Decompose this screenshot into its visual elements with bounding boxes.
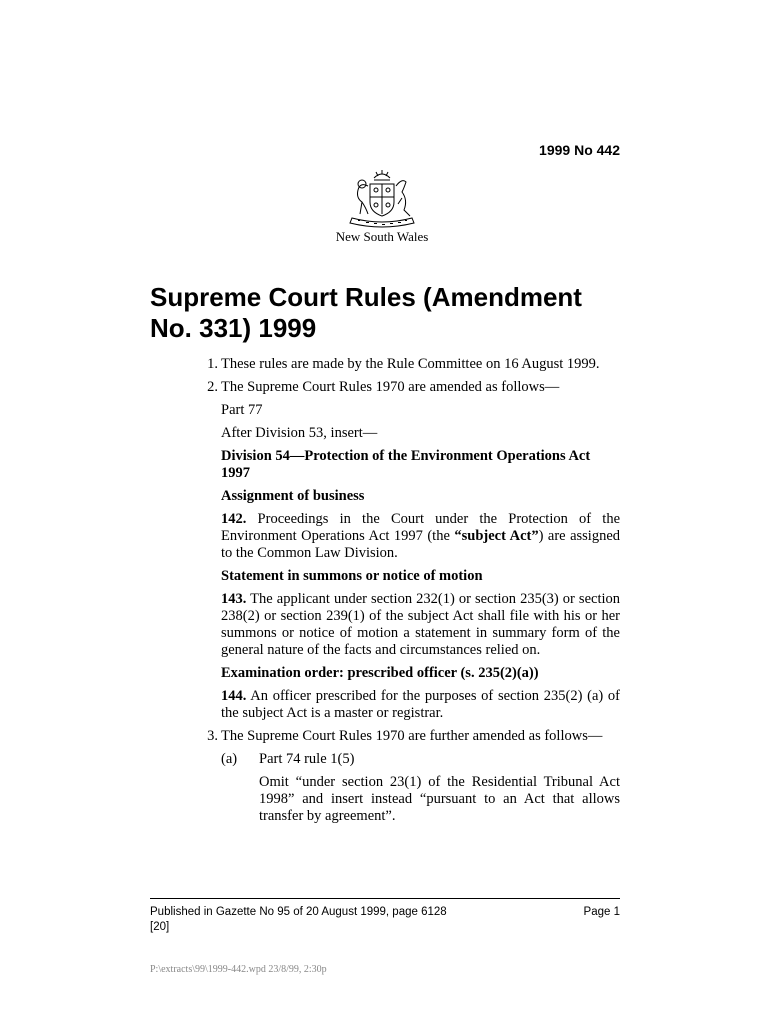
gazette-reference: Published in Gazette No 95 of 20 August 1999, page 6128: [150, 906, 447, 918]
nsw-coat-of-arms-icon: [340, 168, 424, 230]
list-item-1: [200, 356, 620, 373]
title-line-1: Supreme Court Rules (Amendment: [150, 282, 582, 312]
list-item-2: [200, 379, 620, 722]
rule-142-number: 142.: [221, 511, 247, 527]
sub-item-text: Omit “under section 23(1) of the Residential Tribunal Act 1998” and insert instead “pursuant to an Act that allows transfer by agreement”.: [259, 774, 620, 824]
rule-144-text: 144. An officer prescribed for the purposes of section 235(2) (a) of the subject Act is a master or registrar.: [221, 688, 620, 721]
sub-item-a: [221, 751, 620, 825]
page-number: Page 1: [583, 906, 620, 918]
file-path-stamp: P:\extracts\99\1999-442.wpd 23/8/99, 2:30p: [150, 964, 327, 975]
item-number: 2.: [207, 379, 218, 395]
part-label: Part 77: [221, 402, 263, 418]
item-text: The Supreme Court Rules 1970 are amended as follows—: [221, 379, 560, 395]
item-text: The Supreme Court Rules 1970 are further amended as follows—: [221, 728, 603, 744]
rule-142-heading: Assignment of business: [221, 488, 365, 504]
item-number: 1.: [207, 356, 218, 372]
rule-142-text: 142. Proceedings in the Court under the Protection of the Environment Operations Act 1997 (the “subject Act”) are assigned to the Common Law Division.: [221, 511, 620, 561]
item-text: These rules are made by the Rule Committee on 16 August 1999.: [221, 356, 600, 372]
rules-body: [200, 356, 620, 831]
footer-publication: [150, 905, 447, 935]
footer-ref-number: [20]: [150, 921, 170, 933]
insert-instruction: After Division 53, insert—: [221, 425, 378, 441]
title-line-2: No. 331) 1999: [150, 313, 317, 343]
list-item-3: [200, 728, 620, 825]
rule-143-number: 143.: [221, 591, 247, 607]
rule-143-heading: Statement in summons or notice of motion: [221, 568, 483, 584]
item-number: 3.: [207, 728, 218, 744]
sub-item-heading: Part 74 rule 1(5): [259, 751, 355, 767]
rule-144-number: 144.: [221, 688, 247, 704]
division-heading: Division 54—Protection of the Environment Operations Act 1997: [221, 448, 591, 481]
sub-item-label: (a): [221, 751, 238, 767]
rule-143-text: 143. The applicant under section 232(1) or section 235(3) or section 238(2) or section 239(1) of the subject Act shall file with his or her summons or notice of motion a statement in summary form of the general nature of the facts and circumstances relied on.: [221, 591, 620, 658]
footer-divider: [150, 898, 620, 899]
rule-144-heading: Examination order: prescribed officer (s. 235(2)(a)): [221, 665, 539, 681]
document-title: [150, 282, 620, 344]
document-number: 1999 No 442: [539, 142, 620, 158]
jurisdiction-label: New South Wales: [335, 229, 429, 244]
defined-term: “subject Act”: [454, 528, 539, 544]
